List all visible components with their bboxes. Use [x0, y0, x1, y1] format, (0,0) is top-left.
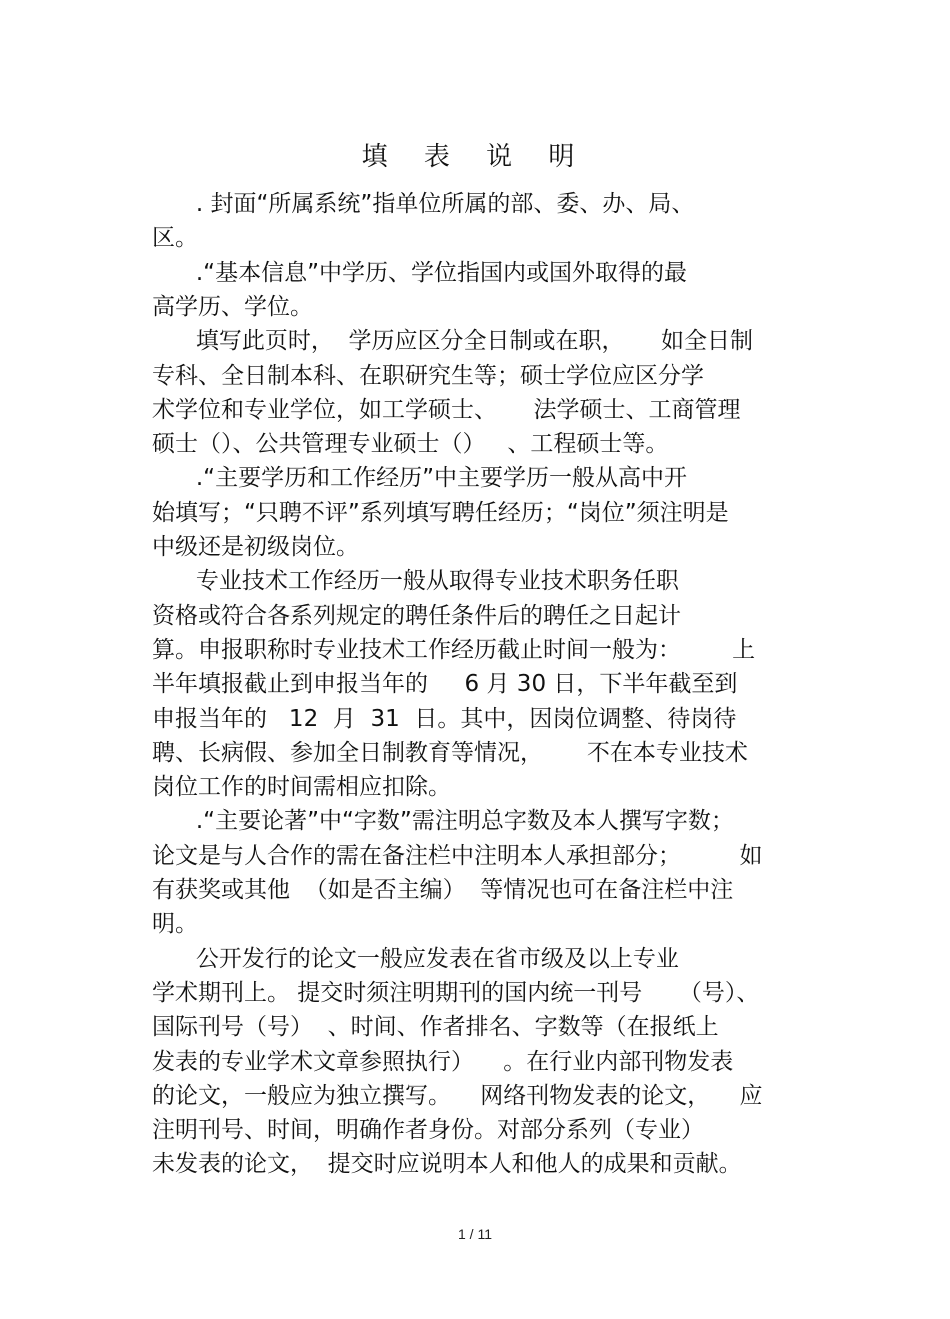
text-line: 半年填报截止到申报当年的 6 月 30 日，下半年截至到: [152, 671, 738, 698]
text-line: 专业技术工作经历一般从取得专业技术职务任职: [152, 568, 679, 595]
page-number: 1 / 11: [458, 1226, 492, 1242]
text-line: 聘、长病假、参加全日制教育等情况， 不在本专业技术: [152, 739, 748, 766]
text-line: 的论文，一般应为独立撰写。 网络刊物发表的论文， 应: [152, 1082, 763, 1109]
text-line: 明。: [152, 911, 198, 938]
text-line: 岗位工作的时间需相应扣除。: [152, 774, 451, 801]
text-line: 资格或符合各系列规定的聘任条件后的聘任之日起计: [152, 602, 681, 629]
text-line: 硕士（）、公共管理专业硕士（） 、工程硕士等。: [152, 431, 669, 458]
text-line: 有获奖或其他 （如是否主编） 等情况也可在备注栏中注: [152, 877, 734, 903]
text-line: 申报当年的 12 月 31 日。其中，因岗位调整、待岗待: [152, 705, 737, 732]
text-line: .“基本信息”中学历、学位指国内或国外取得的最: [152, 259, 688, 286]
text-line: 注明刊号、时间，明确作者身份。对部分系列（专业）: [152, 1117, 704, 1144]
text-line: 国际刊号（号） 、时间、作者排名、字数等（在报纸上: [152, 1014, 719, 1041]
text-line: 填写此页时， 学历应区分全日制或在职， 如全日制: [152, 328, 754, 355]
text-line: .“主要学历和工作经历”中主要学历一般从高中开: [152, 465, 688, 492]
text-line: 论文是与人合作的需在备注栏中注明本人承担部分； 如: [152, 842, 763, 869]
text-line: 发表的专业学术文章参照执行） 。在行业内部刊物发表: [152, 1048, 734, 1075]
text-line: 学术期刊上。 提交时须注明期刊的国内统一刊号 （号）、: [152, 979, 760, 1006]
text-line: 区。: [152, 225, 198, 252]
text-line: 始填写；“只聘不评”系列填写聘任经历；“岗位”须注明是: [152, 499, 729, 526]
text-line: 公开发行的论文一般应发表在省市级及以上专业: [152, 945, 679, 972]
text-line: 算。申报职称时专业技术工作经历截止时间一般为： 上: [152, 636, 756, 663]
text-line: 高学历、学位。: [152, 293, 313, 320]
text-line: .“主要论著”中“字数”需注明总字数及本人撰写字数；: [152, 808, 734, 835]
text-line: 术学位和专业学位，如工学硕士、 法学硕士、工商管理: [152, 396, 741, 423]
text-line: 中级还是初级岗位。: [152, 534, 359, 560]
text-line: . 封面“所属系统”指单位所属的部、委、办、局、: [152, 191, 695, 217]
text-line: 专科、全日制本科、在职研究生等；硕士学位应区分学: [152, 362, 704, 389]
page-title: 填 表 说 明: [361, 142, 589, 172]
text-line: 未发表的论文， 提交时应说明本人和他人的成果和贡献。: [152, 1151, 742, 1178]
